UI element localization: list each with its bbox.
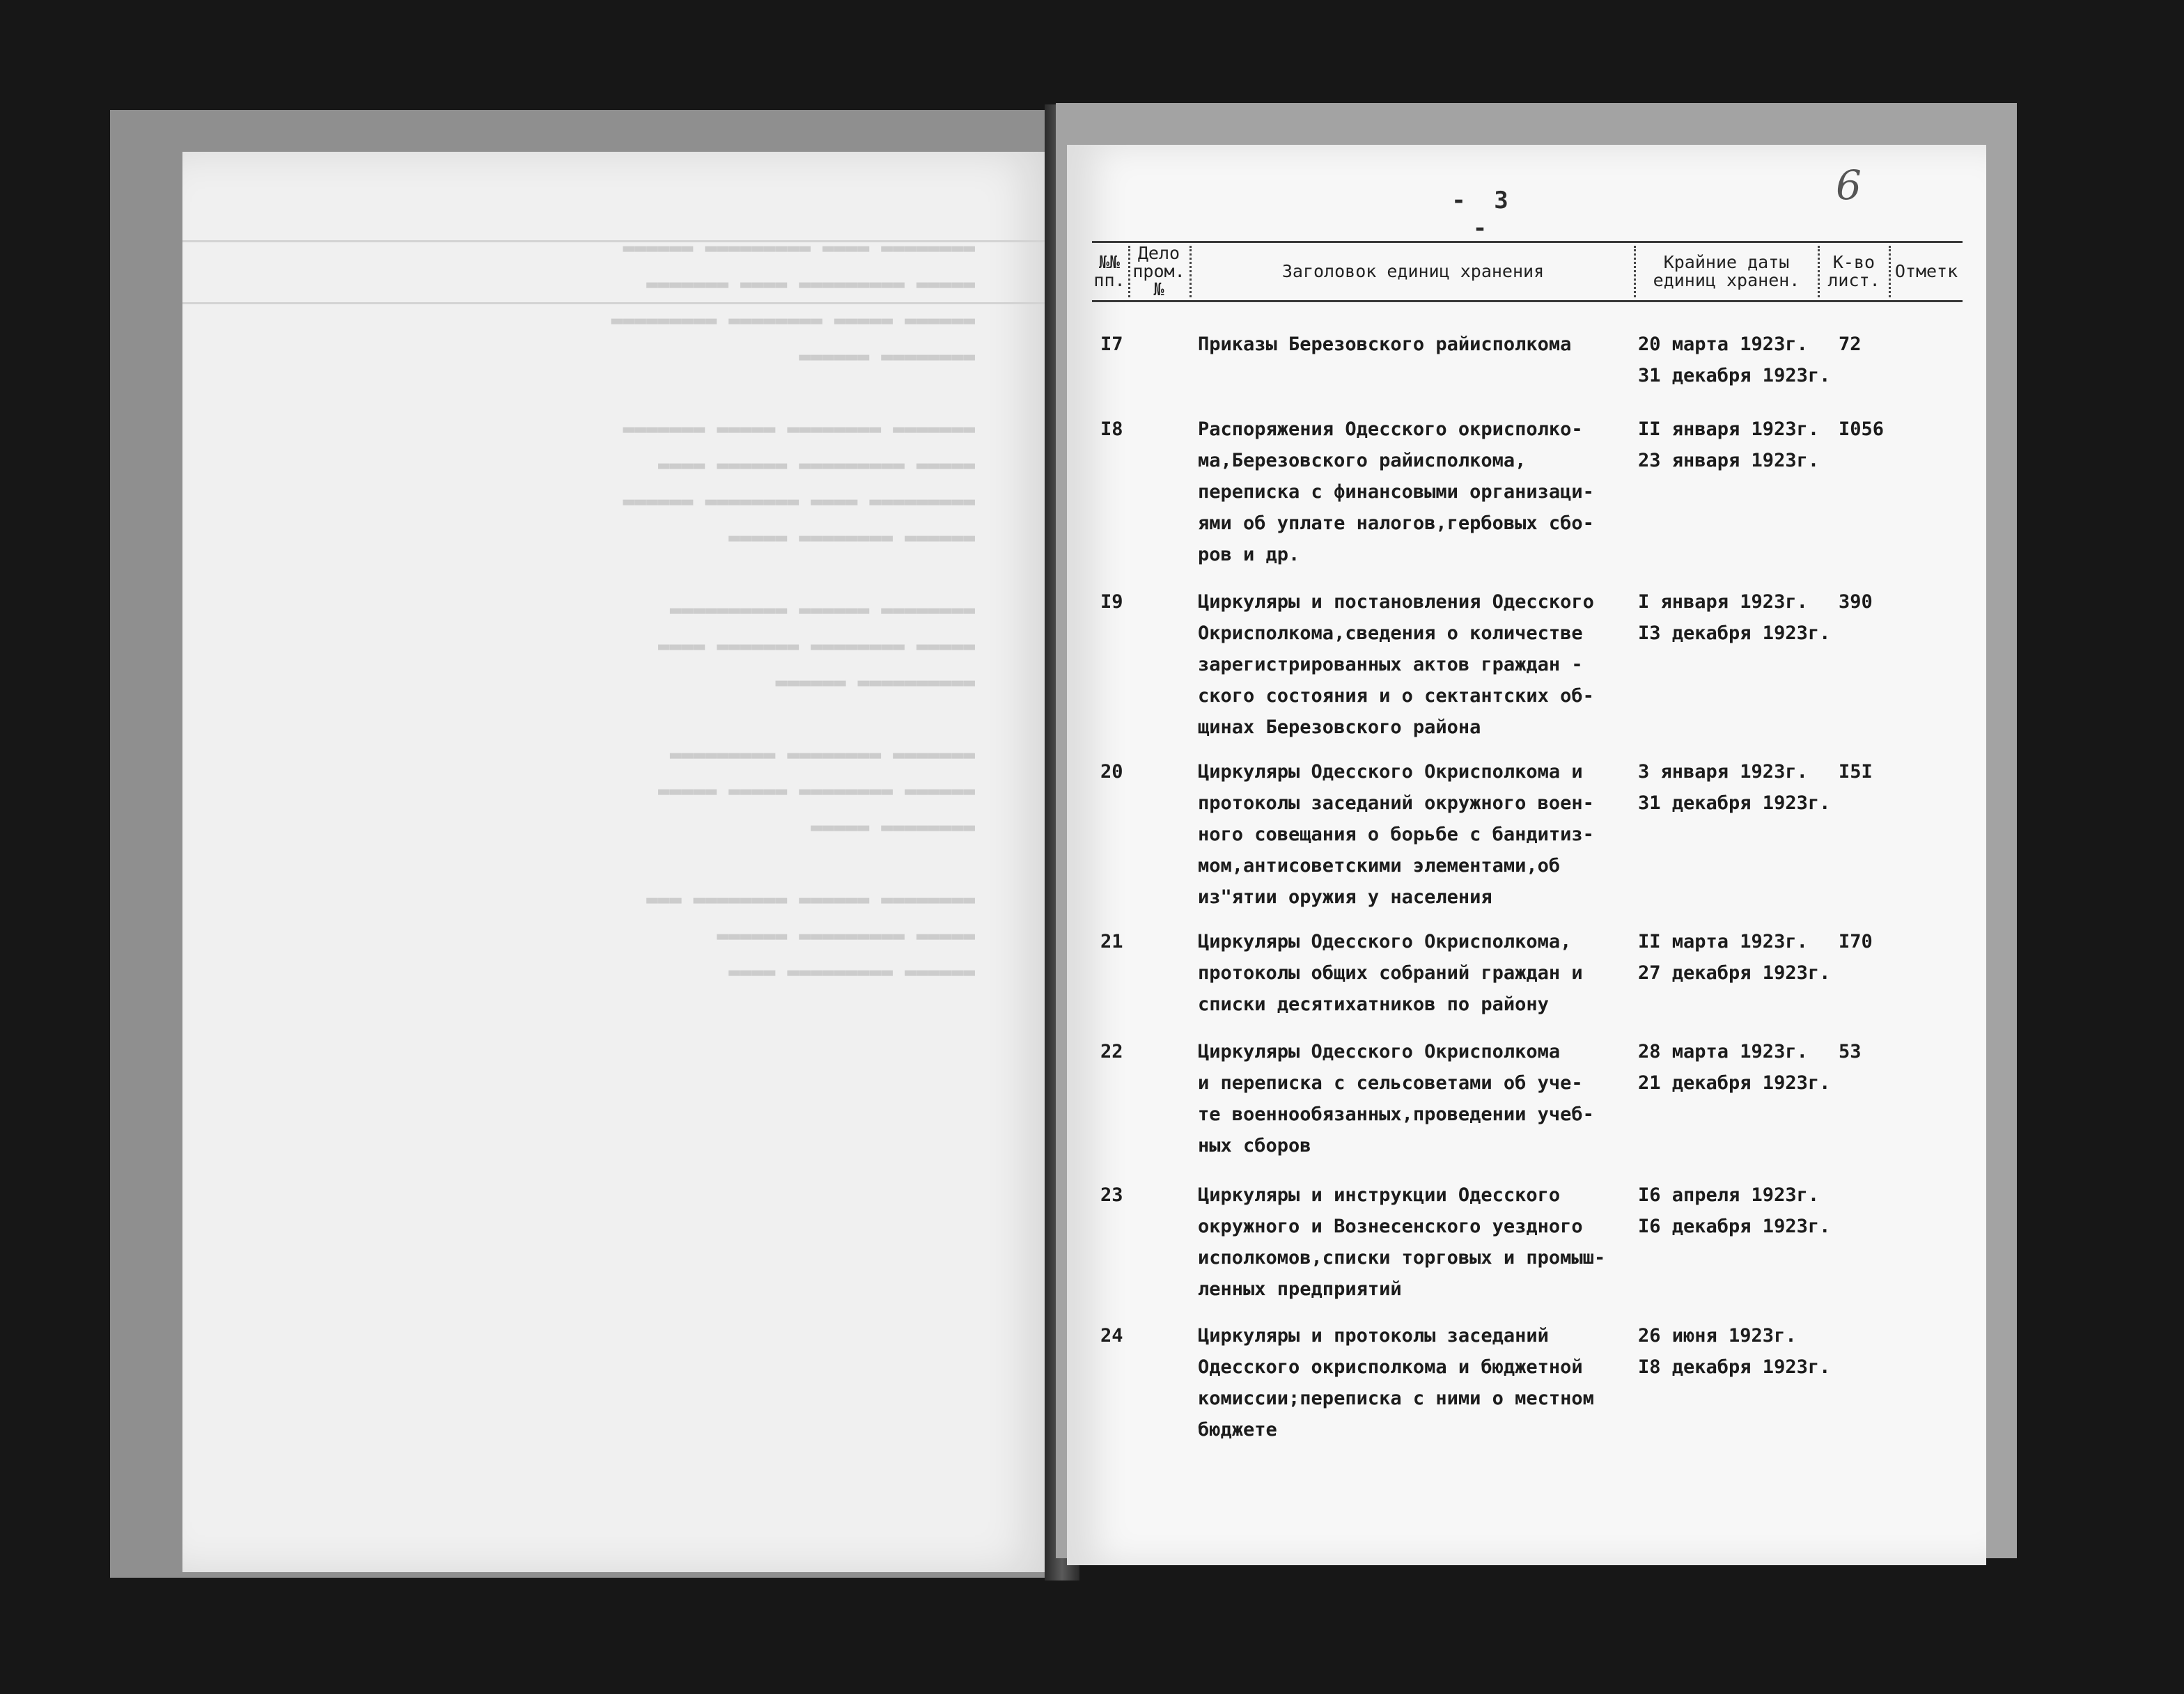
- header-divider: [1634, 246, 1636, 297]
- row-dates: 20 марта 1923г. 31 декабря 1923г.: [1638, 334, 1831, 386]
- left-page-bleed-through: ▬▬▬▬▬▬▬▬ ▬▬▬▬ ▬▬▬▬▬▬▬▬▬ ▬▬▬▬▬▬ ▬▬▬▬▬ ▬▬▬▬▬▬▬▬▬ ▬▬▬▬ ▬▬▬▬▬▬▬ ▬▬▬▬▬▬ ▬▬▬▬▬ ▬▬▬▬▬▬▬▬ ▬▬▬▬▬▬▬▬▬ ▬▬▬▬▬▬▬▬ ▬▬▬▬▬▬ ▬▬▬▬▬▬▬ ▬▬▬▬▬▬▬▬ ▬▬▬▬▬ ▬▬▬▬▬▬▬ ▬▬▬▬▬ ▬▬▬▬▬▬▬▬▬ ▬▬▬▬▬▬ ▬▬▬▬ ▬▬▬▬▬▬▬▬▬ ▬▬▬▬ ▬▬▬▬▬▬▬▬ ▬▬▬▬▬▬ ▬▬▬▬▬▬ ▬▬▬▬▬▬▬▬ ▬▬▬▬▬ ▬▬▬▬▬▬▬▬ ▬▬▬▬▬▬ ▬▬▬▬▬▬▬▬▬▬ ▬▬▬▬▬ ▬▬▬▬▬▬▬▬ ▬▬▬▬▬▬▬ ▬▬▬▬ ▬▬▬▬▬▬▬▬▬▬ ▬▬▬▬▬▬ ▬▬▬▬▬▬▬ ▬▬▬▬▬▬▬▬ ▬▬▬▬▬▬▬▬▬ ▬▬▬▬▬▬ ▬▬▬▬▬▬▬▬ ▬▬▬▬▬ ▬▬▬▬▬ ▬▬▬▬▬▬▬▬ ▬▬▬▬▬ ▬▬▬▬▬▬▬▬ ▬▬▬▬▬▬ ▬▬▬▬▬▬▬▬ ▬▬▬ ▬▬▬▬▬ ▬▬▬▬▬▬▬▬▬ ▬▬▬▬▬▬ ▬▬▬▬▬▬ ▬▬▬▬▬▬▬▬▬ ▬▬▬▬: [611, 236, 975, 983]
- row-dates: I января 1923г. I3 декабря 1923г.: [1638, 591, 1831, 644]
- row-sheet-count: 53: [1839, 1041, 1862, 1062]
- row-number: 24: [1100, 1325, 1123, 1347]
- header-divider: [1190, 246, 1192, 297]
- header-dates: Крайние даты единиц хранен.: [1653, 252, 1800, 290]
- row-dates: I6 апреля 1923г. I6 декабря 1923г.: [1638, 1184, 1831, 1237]
- row-title: Циркуляры и протоколы заседаний Одесского окрисполкома и бюджетной комиссии;переписка с ними о местном бюджете: [1198, 1325, 1594, 1441]
- row-sheet-count: I056: [1839, 418, 1885, 440]
- header-divider: [1889, 246, 1891, 297]
- header-case: Дело пром. №: [1132, 243, 1185, 299]
- header-notes: Отметк: [1894, 261, 1958, 281]
- row-dates: II января 1923г. 23 января 1923г.: [1638, 418, 1820, 471]
- header-divider: [1818, 246, 1820, 297]
- header-divider: [1128, 246, 1130, 297]
- row-title: Циркуляры и инструкции Одесского окружного и Вознесенского уездного исполкомов,списки торговых и промыш- ленных предприятий: [1198, 1184, 1606, 1300]
- table-header: [1092, 241, 1963, 302]
- row-title: Циркуляры Одесского Окрисполкома и переписка с сельсоветами об уче- те военнообязанных,проведении учеб- ных сборов: [1198, 1041, 1594, 1156]
- row-sheet-count: 390: [1839, 591, 1873, 613]
- row-number: 20: [1100, 761, 1123, 783]
- row-dates: 28 марта 1923г. 21 декабря 1923г.: [1638, 1041, 1831, 1094]
- row-dates: 3 января 1923г. 31 декабря 1923г.: [1638, 761, 1831, 814]
- row-title: Циркуляры Одесского Окрисполкома, протоколы общих собраний граждан и списки десятихатников по району: [1198, 931, 1583, 1015]
- page-number: - 3 -: [1451, 187, 1515, 242]
- row-title: Циркуляры и постановления Одесского Окрисполкома,сведения о количестве зарегистрированных актов граждан - ского состояния и о сектантских об- щинах Березовского района: [1198, 591, 1594, 738]
- row-number: I8: [1100, 418, 1123, 440]
- row-sheet-count: I5I: [1839, 761, 1873, 783]
- row-number: 23: [1100, 1184, 1123, 1206]
- header-title: Заголовок единиц хранения: [1281, 261, 1545, 281]
- row-dates: II марта 1923г. 27 декабря 1923г.: [1638, 931, 1831, 984]
- row-number: 21: [1100, 931, 1123, 952]
- row-title: Приказы Березовского райисполкома: [1198, 334, 1572, 355]
- handwritten-sheet-number: 6: [1836, 162, 1862, 209]
- header-number: №№ пп.: [1093, 252, 1125, 290]
- row-number: 22: [1100, 1041, 1123, 1062]
- row-number: I7: [1100, 334, 1123, 355]
- row-sheet-count: 72: [1839, 334, 1862, 355]
- row-number: I9: [1100, 591, 1123, 613]
- row-title: Распоряжения Одесского окрисполко- ма,Березовского райисполкома, переписка с финансовыми организаци- ями об уплате налогов,гербовых сбо- ров и др.: [1198, 418, 1594, 565]
- header-sheets: К-во лист.: [1827, 252, 1880, 290]
- row-dates: 26 июня 1923г. I8 декабря 1923г.: [1638, 1325, 1831, 1378]
- row-sheet-count: I70: [1839, 931, 1873, 952]
- row-title: Циркуляры Одесского Окрисполкома и протоколы заседаний окружного воен- ного совещания о борьбе с бандитиз- мом,антисоветскими элементами,об из"ятии оружия у населения: [1198, 761, 1594, 908]
